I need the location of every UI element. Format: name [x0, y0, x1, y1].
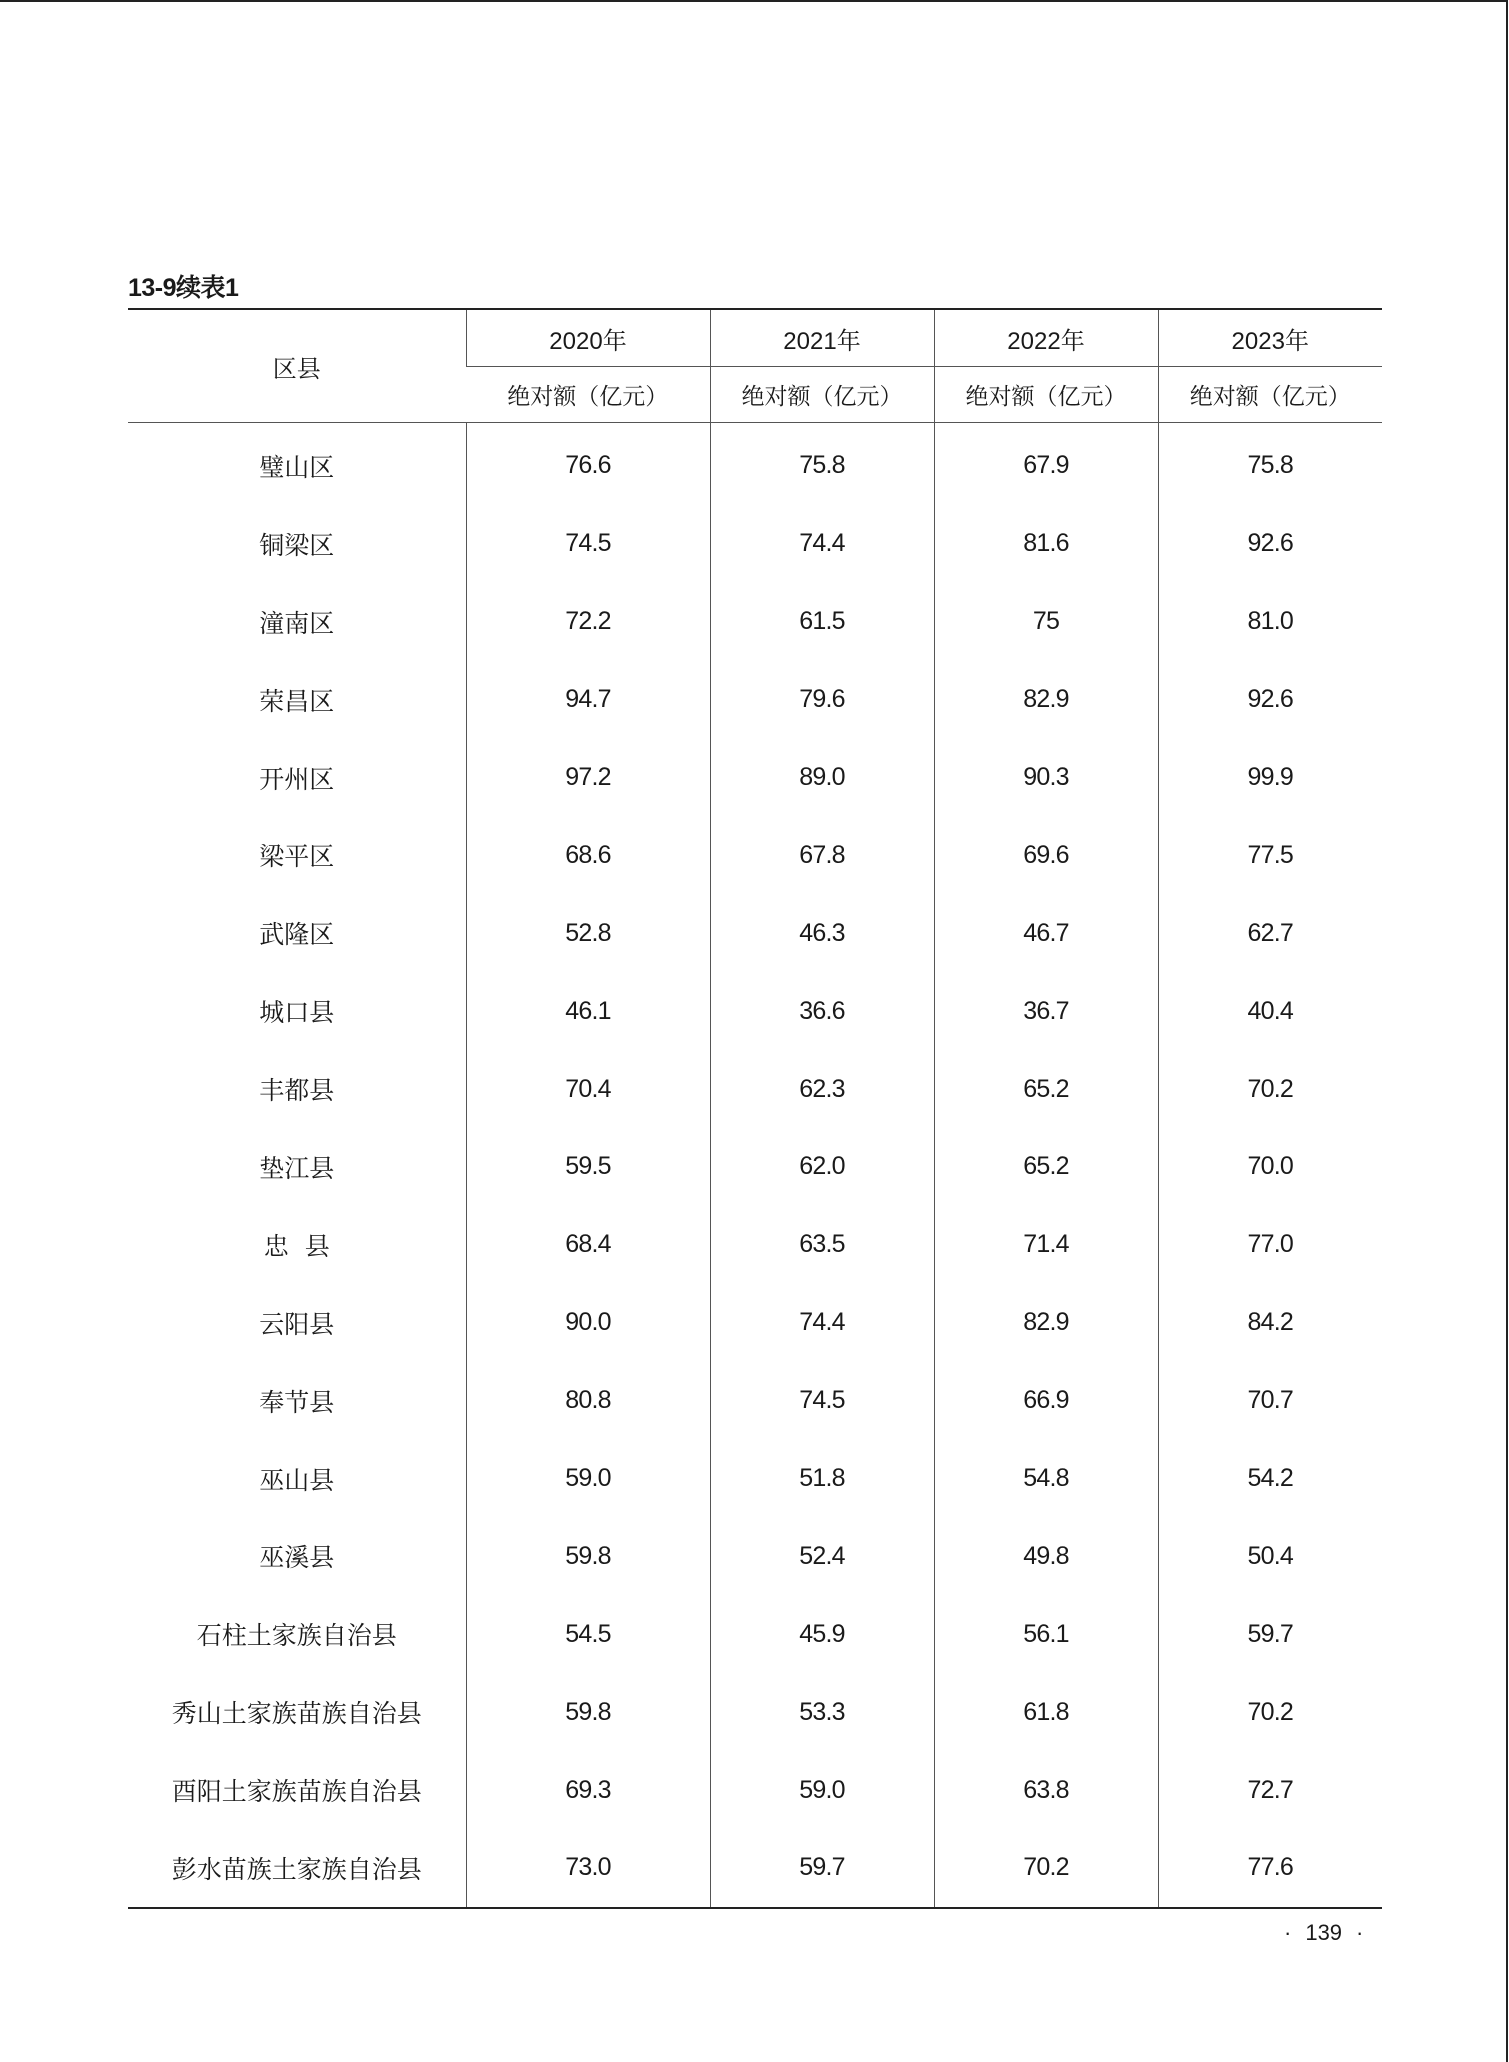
value-cell-2020: 69.3	[466, 1751, 710, 1829]
page-number-value: 139	[1305, 1920, 1343, 1945]
region-cell: 丰都县	[259, 1076, 335, 1106]
header-row-years	[128, 309, 1382, 367]
value-cell-2020: 59.5	[466, 1128, 710, 1206]
unit-header: 绝对额（亿元）	[466, 367, 710, 423]
value-cell-2021: 36.6	[710, 972, 934, 1050]
value-cell-2020: 97.2	[466, 739, 710, 817]
value-cell-2023: 50.4	[1158, 1517, 1382, 1595]
statistics-table	[128, 308, 1382, 1909]
region-cell: 石柱土家族自治县	[196, 1621, 397, 1651]
value-cell-2021: 51.8	[710, 1440, 934, 1518]
region-cell: 铜梁区	[259, 530, 335, 560]
table-row	[128, 1751, 1382, 1829]
value-cell-2021: 74.4	[710, 505, 934, 583]
value-cell-2021: 46.3	[710, 894, 934, 972]
value-cell-2020: 54.5	[466, 1595, 710, 1673]
value-cell-2022: 56.1	[934, 1595, 1158, 1673]
table-row	[128, 583, 1382, 661]
value-cell-2023: 75.8	[1158, 423, 1382, 505]
value-cell-2022: 71.4	[934, 1206, 1158, 1284]
table-row	[128, 894, 1382, 972]
value-cell-2020: 76.6	[466, 423, 710, 505]
statistics-table-container	[128, 308, 1382, 1909]
unit-header: 绝对额（亿元）	[934, 367, 1158, 423]
value-cell-2023: 92.6	[1158, 505, 1382, 583]
region-cell: 荣昌区	[259, 686, 335, 716]
value-cell-2021: 62.0	[710, 1128, 934, 1206]
value-cell-2020: 59.0	[466, 1440, 710, 1518]
value-cell-2023: 54.2	[1158, 1440, 1382, 1518]
value-cell-2022: 66.9	[934, 1362, 1158, 1440]
value-cell-2023: 77.0	[1158, 1206, 1382, 1284]
value-cell-2023: 92.6	[1158, 661, 1382, 739]
value-cell-2022: 69.6	[934, 816, 1158, 894]
value-cell-2020: 52.8	[466, 894, 710, 972]
table-row	[128, 739, 1382, 817]
table-row	[128, 1362, 1382, 1440]
value-cell-2022: 65.2	[934, 1128, 1158, 1206]
value-cell-2022: 49.8	[934, 1517, 1158, 1595]
value-cell-2022: 65.2	[934, 1050, 1158, 1128]
value-cell-2022: 82.9	[934, 661, 1158, 739]
region-cell: 忠 县	[263, 1231, 330, 1261]
table-row	[128, 661, 1382, 739]
region-cell: 梁平区	[259, 842, 335, 872]
value-cell-2021: 67.8	[710, 816, 934, 894]
table-row	[128, 1440, 1382, 1518]
unit-header: 绝对额（亿元）	[1158, 367, 1382, 423]
value-cell-2022: 46.7	[934, 894, 1158, 972]
value-cell-2020: 90.0	[466, 1284, 710, 1362]
page-number-dot-right: ·	[1356, 1920, 1364, 1945]
region-cell: 秀山土家族苗族自治县	[171, 1699, 422, 1729]
value-cell-2020: 73.0	[466, 1829, 710, 1908]
value-cell-2023: 99.9	[1158, 739, 1382, 817]
value-cell-2021: 52.4	[710, 1517, 934, 1595]
value-cell-2020: 68.6	[466, 816, 710, 894]
table-body	[128, 423, 1382, 1908]
table-row	[128, 1128, 1382, 1206]
value-cell-2022: 36.7	[934, 972, 1158, 1050]
value-cell-2021: 63.5	[710, 1206, 934, 1284]
table-row	[128, 1595, 1382, 1673]
region-cell: 武隆区	[259, 920, 335, 950]
value-cell-2023: 59.7	[1158, 1595, 1382, 1673]
table-row	[128, 1206, 1382, 1284]
value-cell-2023: 77.6	[1158, 1829, 1382, 1908]
region-cell: 城口县	[259, 998, 335, 1028]
region-cell: 巫溪县	[259, 1543, 335, 1573]
year-header-2021: 2021年	[710, 309, 934, 367]
value-cell-2021: 61.5	[710, 583, 934, 661]
value-cell-2020: 68.4	[466, 1206, 710, 1284]
value-cell-2020: 59.8	[466, 1517, 710, 1595]
table-row	[128, 1284, 1382, 1362]
region-cell: 开州区	[259, 764, 335, 794]
value-cell-2021: 89.0	[710, 739, 934, 817]
page-number-dot-left: ·	[1284, 1920, 1292, 1945]
year-header-2020: 2020年	[466, 309, 710, 367]
value-cell-2020: 80.8	[466, 1362, 710, 1440]
page-number	[1270, 1920, 1377, 1946]
value-cell-2020: 46.1	[466, 972, 710, 1050]
value-cell-2022: 67.9	[934, 423, 1158, 505]
table-header	[128, 309, 1382, 423]
value-cell-2021: 45.9	[710, 1595, 934, 1673]
value-cell-2020: 74.5	[466, 505, 710, 583]
value-cell-2022: 90.3	[934, 739, 1158, 817]
region-cell: 璧山区	[259, 452, 335, 482]
value-cell-2023: 70.2	[1158, 1673, 1382, 1751]
table-row	[128, 423, 1382, 505]
value-cell-2020: 59.8	[466, 1673, 710, 1751]
value-cell-2023: 81.0	[1158, 583, 1382, 661]
region-column-header: 区县	[128, 309, 466, 423]
value-cell-2020: 70.4	[466, 1050, 710, 1128]
value-cell-2021: 62.3	[710, 1050, 934, 1128]
value-cell-2022: 82.9	[934, 1284, 1158, 1362]
value-cell-2023: 84.2	[1158, 1284, 1382, 1362]
region-cell: 垫江县	[259, 1153, 335, 1183]
table-row	[128, 1517, 1382, 1595]
region-cell: 巫山县	[259, 1465, 335, 1495]
value-cell-2021: 79.6	[710, 661, 934, 739]
value-cell-2021: 59.0	[710, 1751, 934, 1829]
value-cell-2022: 63.8	[934, 1751, 1158, 1829]
table-row	[128, 505, 1382, 583]
value-cell-2023: 70.7	[1158, 1362, 1382, 1440]
value-cell-2023: 62.7	[1158, 894, 1382, 972]
year-header-2023: 2023年	[1158, 309, 1382, 367]
value-cell-2021: 59.7	[710, 1829, 934, 1908]
table-caption: 13-9续表1	[128, 274, 239, 302]
table-row	[128, 1673, 1382, 1751]
value-cell-2020: 72.2	[466, 583, 710, 661]
value-cell-2021: 53.3	[710, 1673, 934, 1751]
value-cell-2021: 74.4	[710, 1284, 934, 1362]
value-cell-2020: 94.7	[466, 661, 710, 739]
value-cell-2022: 81.6	[934, 505, 1158, 583]
value-cell-2022: 54.8	[934, 1440, 1158, 1518]
value-cell-2021: 75.8	[710, 423, 934, 505]
value-cell-2023: 72.7	[1158, 1751, 1382, 1829]
value-cell-2023: 70.0	[1158, 1128, 1382, 1206]
region-cell: 酉阳土家族苗族自治县	[171, 1777, 422, 1807]
unit-header: 绝对额（亿元）	[710, 367, 934, 423]
value-cell-2023: 70.2	[1158, 1050, 1382, 1128]
value-cell-2021: 74.5	[710, 1362, 934, 1440]
table-row	[128, 816, 1382, 894]
region-cell: 潼南区	[259, 608, 335, 638]
region-cell: 彭水苗族土家族自治县	[171, 1854, 422, 1884]
table-row	[128, 1050, 1382, 1128]
value-cell-2022: 75	[934, 583, 1158, 661]
value-cell-2022: 70.2	[934, 1829, 1158, 1908]
value-cell-2022: 61.8	[934, 1673, 1158, 1751]
value-cell-2023: 40.4	[1158, 972, 1382, 1050]
region-cell: 奉节县	[259, 1387, 335, 1417]
table-row	[128, 1829, 1382, 1908]
table-row	[128, 972, 1382, 1050]
year-header-2022: 2022年	[934, 309, 1158, 367]
value-cell-2023: 77.5	[1158, 816, 1382, 894]
region-cell: 云阳县	[259, 1309, 335, 1339]
